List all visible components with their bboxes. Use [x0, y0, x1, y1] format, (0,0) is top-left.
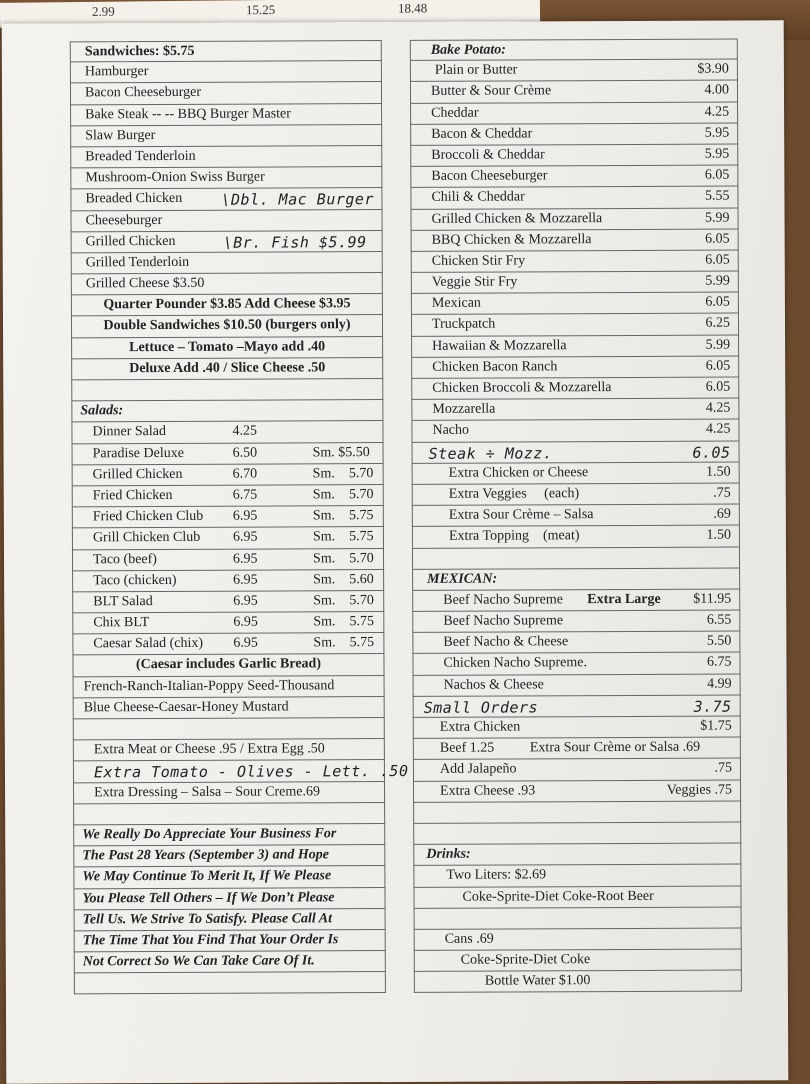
menu-text: 5.50: [706, 633, 732, 649]
salad-item: [72, 485, 384, 508]
menu-text: Coke-Sprite-Diet Coke-Root Beer: [462, 888, 654, 905]
blank-row: [73, 803, 385, 826]
menu-text: 4.25: [705, 421, 731, 438]
menu-text: Extra Meat or Cheese .95 / Extra Egg .50: [93, 741, 325, 758]
potato-item: [411, 314, 739, 337]
menu-text: 6.95: [233, 593, 258, 609]
menu-text: 6.05: [705, 358, 731, 374]
menu-text: Taco (beef): [92, 551, 157, 567]
menu-text: Breaded Tenderloin: [85, 148, 196, 165]
menu-text: Cheddar: [431, 105, 479, 121]
menu-item: [71, 252, 383, 275]
menu-text: We May Continue To Merit It, If We Please: [82, 868, 332, 885]
mexican-item: [412, 589, 740, 612]
blank-row: [413, 822, 741, 845]
menu-text: 6.05: [705, 231, 730, 247]
menu-text: Sm. 5.70: [312, 550, 374, 566]
potato-item: [411, 208, 739, 231]
menu-text: Cheeseburger: [85, 212, 163, 228]
menu-text: Bacon Cheeseburger: [431, 168, 548, 184]
menu-text: Slaw Burger: [85, 127, 156, 144]
blank-row: [412, 547, 740, 570]
menu-text: Bake Steak -- -- BBQ Burger Master: [85, 106, 291, 122]
menu-text: Blue Cheese-Caesar-Honey Mustard: [83, 699, 289, 716]
mexican-header: [412, 568, 740, 591]
message-line: [73, 824, 385, 847]
potato-item: [411, 293, 739, 316]
menu-text: Not Correct So We Can Take Care Of It.: [82, 953, 315, 970]
potato-item: [410, 144, 738, 167]
potato-item: [411, 356, 739, 379]
menu-item: [70, 167, 382, 190]
mexican-extra: [413, 759, 741, 782]
bake-potato-header: [410, 38, 738, 61]
menu-text: Extra Sour Crème or Salsa .69: [529, 739, 701, 756]
blank-row: [413, 801, 741, 824]
menu-text: 5.99: [705, 337, 731, 353]
mexican-item: [412, 632, 740, 655]
menu-text: Small Orders: [423, 698, 539, 717]
menu-text: Caesar Salad (chix): [93, 636, 204, 652]
menu-text: 6.25: [705, 315, 731, 332]
menu-text: You Please Tell Others – If We Don’t Please: [82, 889, 335, 906]
mexican-item: [412, 653, 740, 676]
menu-text: Salads:: [80, 403, 124, 419]
menu-text: 5.95: [704, 125, 730, 141]
menu-text: 1.50: [706, 464, 731, 480]
menu-text: Grilled Chicken & Mozzarella: [431, 210, 603, 227]
drinks-item: [414, 928, 742, 951]
menu-text: Taco (chicken): [93, 572, 177, 589]
menu-text: Sm. 5.75: [313, 635, 375, 651]
message-line: [73, 888, 385, 911]
menu-text: Fried Chicken Club: [92, 508, 204, 525]
menu-text: 6.05: [704, 167, 730, 183]
message-line: [74, 909, 386, 932]
menu-text: Dinner Salad: [92, 424, 166, 440]
sandwiches-header: [70, 40, 382, 63]
menu-text: Sm. 5.60: [313, 571, 374, 588]
menu-note: [71, 315, 383, 338]
menu-text: 6.05: [705, 379, 731, 395]
menu-text: Extra Tomato - Olives - Lett. .50: [93, 762, 409, 782]
menu-text: 6.05: [705, 294, 730, 310]
mexican-item: [412, 611, 740, 634]
menu-text: Grilled Tenderloin: [85, 254, 190, 271]
menu-text: .75: [714, 760, 732, 776]
menu-note: [71, 358, 383, 381]
menu-text: 6.75: [706, 654, 732, 671]
menu-text: MEXICAN:: [427, 571, 498, 587]
menu-text: 6.95: [233, 614, 258, 630]
handwritten-mexican-item: [413, 695, 741, 718]
message-line: [73, 866, 385, 889]
salad-item: [72, 527, 384, 550]
menu-item: [70, 146, 382, 169]
menu-text: Lettuce – Tomato –Mayo add .40: [129, 338, 326, 355]
menu-text: 6.70: [232, 466, 258, 482]
menu-note: [71, 294, 383, 317]
salads-header: [71, 400, 383, 423]
menu-text: 4.25: [704, 104, 730, 120]
dressings-line: [73, 697, 385, 720]
menu-text: 1.50: [706, 527, 731, 543]
handwritten-note: \Br. Fish $5.99: [223, 232, 367, 252]
menu-text: Chicken Nacho Supreme.: [443, 655, 587, 672]
message-line: [74, 951, 386, 974]
menu-text: 6.95: [233, 635, 258, 651]
salad-item: [72, 591, 384, 614]
menu-text: Tell Us. We Strive To Satisfy. Please Call At: [82, 910, 333, 928]
potato-extra: [412, 483, 740, 506]
salad-item: [72, 633, 384, 656]
menu-item: [70, 125, 382, 148]
menu-text: BBQ Chicken & Mozzarella: [431, 231, 592, 248]
blank-row: [414, 907, 742, 930]
menu-item: [70, 82, 382, 105]
menu-text: Chili & Cheddar: [431, 189, 525, 206]
salad-item: [72, 549, 384, 572]
menu-text: Chicken Bacon Ranch: [432, 359, 558, 375]
menu-text: Sm. 5.70: [313, 592, 374, 609]
menu-text: 4.25: [705, 400, 731, 416]
menu-text: 6.95: [232, 529, 258, 546]
drinks-list: [414, 950, 742, 973]
menu-text: We Really Do Appreciate Your Business For: [82, 826, 337, 843]
menu-text: Chicken Broccoli & Mozzarella: [432, 380, 612, 396]
menu-text: BLT Salad: [93, 593, 153, 610]
salad-item: [72, 506, 384, 529]
potato-item: [411, 250, 739, 273]
menu-text: Grill Chicken Club: [92, 530, 201, 546]
left-column: [70, 40, 409, 995]
menu-text: French-Ranch-Italian-Poppy Seed-Thousand: [83, 677, 335, 694]
potato-item: [411, 335, 739, 358]
menu-text: 6.95: [233, 572, 258, 588]
message-line: [74, 930, 386, 953]
mexican-extra: [413, 738, 741, 761]
salad-item: [71, 421, 383, 444]
extras-line: [73, 782, 385, 805]
handwritten-extras: [73, 760, 409, 783]
menu-text: Two Liters: $2.69: [446, 867, 547, 884]
menu-text: Extra Dressing – Salsa – Sour Creme.69: [94, 783, 320, 800]
menu-text: Beef Nacho & Cheese: [443, 634, 569, 651]
menu-item: [70, 61, 382, 84]
menu-text: Mozzarella: [432, 401, 496, 418]
menu-text: Mexican: [431, 295, 481, 312]
menu-text: Bacon Cheeseburger: [84, 85, 202, 101]
menu-text: Broccoli & Cheddar: [431, 147, 545, 163]
salad-item: [72, 443, 384, 466]
menu-text: Beef Nacho Supreme: [443, 613, 564, 629]
menu-text: Grilled Chicken: [85, 233, 176, 250]
menu-text: Sm. 5.70: [312, 487, 374, 503]
menu-item: [71, 210, 383, 233]
menu-text: 6.05: [705, 252, 730, 268]
blank-row: [71, 379, 383, 402]
menu-text: Extra Cheese .93: [440, 782, 536, 799]
menu-text: Plain or Butter: [434, 62, 518, 79]
salad-item: [72, 612, 384, 635]
menu-text: Nachos & Cheese: [443, 676, 544, 693]
potato-item: [410, 123, 738, 146]
menu-text: Drinks:: [426, 846, 471, 862]
potato-item: [410, 187, 738, 210]
menu-text: Chix BLT: [93, 615, 150, 631]
menu-text: $11.95: [693, 591, 732, 607]
menu-text: Sm. 5.75: [312, 508, 374, 524]
menu-text: 5.55: [704, 188, 730, 204]
menu-text: 5.99: [705, 273, 730, 289]
menu-text: 6.55: [706, 612, 732, 628]
potato-item: [411, 272, 739, 295]
menu-text: Extra Large: [587, 591, 661, 608]
potato-item: [411, 377, 739, 400]
prev-page-value: 2.99: [91, 3, 115, 19]
extras-line: [73, 739, 385, 762]
menu-text: Sandwiches: $5.75: [84, 43, 195, 60]
menu-text: Bottle Water $1.00: [484, 973, 591, 989]
menu-text: 4.00: [704, 82, 730, 99]
menu-text: Veggie Stir Fry: [431, 274, 518, 290]
menu-text: Bake Potato:: [430, 42, 506, 58]
menu-text: Double Sandwiches $10.50 (burgers only): [103, 317, 351, 334]
menu-item: [70, 188, 382, 211]
message-line: [73, 845, 385, 868]
menu-text: Beef 1.25: [439, 740, 495, 756]
menu-text: Breaded Chicken: [85, 191, 183, 207]
menu-text: Sm. $5.50: [312, 444, 370, 460]
menu-text: (Caesar includes Garlic Bread): [135, 656, 322, 673]
potato-extra: [412, 462, 740, 485]
menu-text: 4.25: [232, 423, 258, 440]
menu-text: Steak ÷ Mozz.: [428, 443, 553, 463]
menu-text: 6.50: [232, 445, 258, 461]
menu-text: 3.75: [693, 697, 732, 716]
menu-text: Paradise Deluxe: [92, 445, 184, 461]
menu-text: .69: [713, 506, 731, 522]
menu-text: Grilled Cheese $3.50: [85, 275, 205, 292]
menu-text: Cans .69: [444, 931, 494, 947]
menu-text: Nacho: [432, 423, 470, 439]
blank-row: [74, 972, 386, 995]
right-column: [410, 38, 742, 993]
drinks-item: [414, 971, 742, 994]
mexican-extra: [413, 716, 741, 739]
prev-page-value: 15.25: [245, 1, 276, 18]
menu-sheet: [2, 20, 789, 1083]
potato-item: [410, 81, 738, 104]
menu-text: Grilled Chicken: [92, 466, 183, 483]
menu-text: Sm. 5.70: [312, 465, 374, 482]
menu-text: Extra Chicken or Cheese: [448, 464, 589, 481]
menu-text: Quarter Pounder $3.85 Add Cheese $3.95: [103, 296, 351, 313]
menu-text: Sm. 5.75: [313, 614, 375, 630]
menu-text: Extra Topping (meat): [448, 528, 580, 545]
caesar-note: [72, 654, 384, 677]
menu-text: Mushroom-Onion Swiss Burger: [85, 169, 265, 186]
potato-item: [411, 229, 739, 252]
potato-item: [411, 399, 739, 422]
menu-text: Extra Sour Crème – Salsa: [448, 507, 594, 523]
menu-text: Chicken Stir Fry: [431, 253, 526, 269]
potato-item: [411, 420, 739, 443]
salad-item: [72, 464, 384, 487]
potato-item: [410, 102, 738, 125]
drinks-header: [413, 844, 741, 867]
drinks-item: [413, 865, 741, 888]
menu-text: 5.99: [705, 210, 730, 226]
menu-text: 6.95: [232, 508, 258, 524]
menu-text: Deluxe Add .40 / Slice Cheese .50: [129, 360, 326, 376]
menu-text: Beef Nacho Supreme: [443, 592, 563, 608]
blank-row: [73, 718, 385, 741]
menu-text: Bacon & Cheddar: [431, 126, 533, 142]
potato-extra: [412, 526, 740, 549]
menu-text: Sm. 5.75: [312, 529, 374, 545]
menu-text: $3.90: [697, 61, 729, 77]
menu-text: Add Jalapeño: [439, 761, 517, 778]
menu-text: Veggies .75: [666, 782, 733, 798]
mexican-item: [413, 674, 741, 697]
potato-item: [410, 60, 738, 83]
menu-text: 6.05: [692, 443, 731, 462]
menu-text: .75: [713, 485, 731, 501]
menu-text: Extra Chicken: [439, 719, 521, 735]
menu-text: Hawaiian & Mozzarella: [432, 337, 567, 354]
menu-text: Fried Chicken: [92, 487, 173, 504]
menu-text: 5.95: [704, 146, 730, 162]
handwritten-note: \Dbl. Mac Burger: [221, 190, 375, 210]
menu-note: [71, 337, 383, 360]
menu-text: Butter & Sour Crème: [430, 83, 552, 100]
menu-text: 6.95: [232, 551, 258, 567]
menu-item: [71, 231, 383, 254]
menu-text: The Time That You Find That Your Order Is: [82, 932, 339, 949]
menu-item: [70, 104, 382, 127]
menu-text: Extra Veggies (each): [448, 486, 580, 502]
menu-text: 6.75: [232, 487, 258, 503]
menu-text: $1.75: [700, 718, 732, 734]
potato-item: [410, 166, 738, 189]
drinks-list: [413, 886, 741, 909]
menu-text: Coke-Sprite-Diet Coke: [460, 952, 591, 968]
handwritten-potato-item: [412, 441, 740, 464]
prev-page-value: 18.48: [397, 0, 428, 16]
menu-text: Hamburger: [84, 64, 149, 80]
mexican-extra: [413, 780, 741, 803]
menu-text: Truckpatch: [431, 316, 496, 333]
salad-item: [72, 570, 384, 593]
potato-extra: [412, 505, 740, 528]
menu-text: The Past 28 Years (September 3) and Hope: [82, 847, 330, 864]
dressings-line: [73, 676, 385, 699]
menu-item: [71, 273, 383, 296]
menu-text: 4.99: [707, 676, 732, 692]
